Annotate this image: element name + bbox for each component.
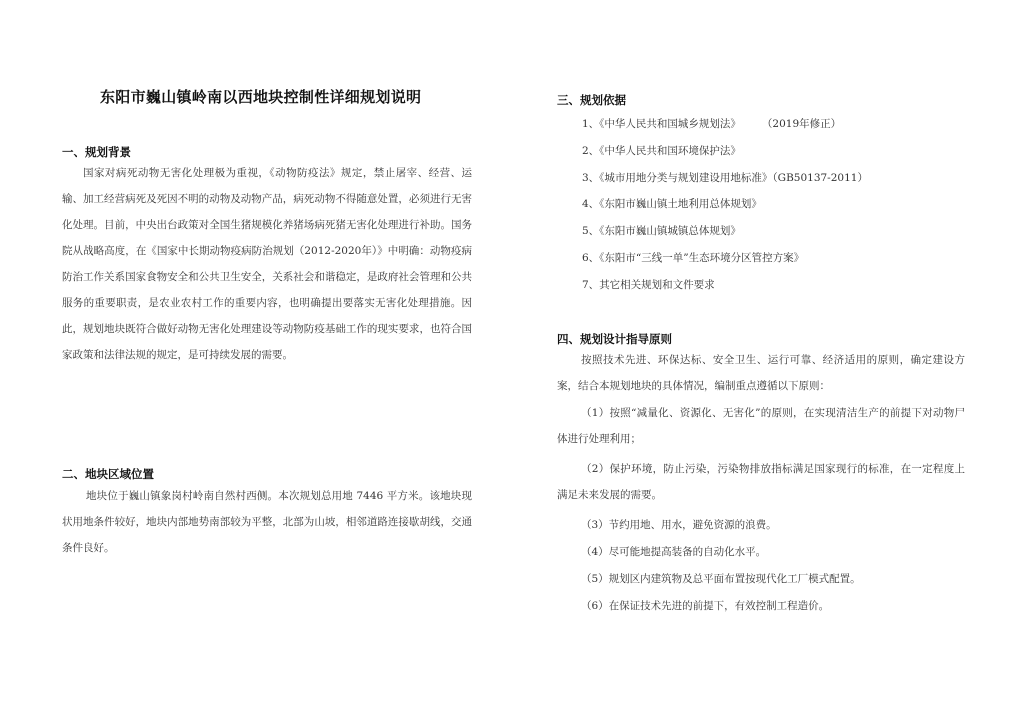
principle-item: （1）按照“减量化、资源化、无害化”的原则，在实现清洁生产的前提下对动物尸体进行处理利用； <box>557 407 965 445</box>
principle-item: （2）保护环境，防止污染，污染物排放指标满足国家现行的标准，在一定程度上满足未来发展的需要。 <box>557 463 965 501</box>
section-background-heading: 一、规划背景 <box>62 145 131 159</box>
basis-item: 3、《城市用地分类与规划建设用地标准》（GB50137-2011） <box>582 172 868 184</box>
basis-item: 2、《中华人民共和国环境保护法》 <box>582 145 741 157</box>
basis-item: 4、《东阳市巍山镇土地利用总体规划》 <box>582 198 762 210</box>
basis-item: 6、《东阳市“三线一单”生态环境分区管控方案》 <box>582 252 805 264</box>
section-location-paragraph: 地块位于巍山镇象岗村岭南自然村西侧。本次规划总用地 7446 平方米。该地块现状用地条件较好，地块内部地势南部较为平整，北部为山坡，相邻道路连接歇胡线，交通条件良好。 <box>62 490 472 554</box>
principle-item: （3）节约用地、用水，避免资源的浪费。 <box>581 519 777 531</box>
section-basis-heading: 三、规划依据 <box>557 93 626 107</box>
section-location-heading: 二、地块区域位置 <box>62 467 154 481</box>
principle-item: （5）规划区内建筑物及总平面布置按现代化工厂模式配置。 <box>581 573 861 585</box>
basis-item: 1、《中华人民共和国城乡规划法》 （2019年修正） <box>582 118 842 130</box>
principle-item: （4）尽可能地提高装备的自动化水平。 <box>581 546 767 558</box>
principles-intro: 按照技术先进、环保达标、安全卫生、运行可靠、经济适用的原则，确定建设方案，结合本规划地块的具体情况，编制重点遵循以下原则： <box>557 354 965 392</box>
page-title: 东阳市巍山镇岭南以西地块控制性详细规划说明 <box>100 88 422 106</box>
section-principles-heading: 四、规划设计指导原则 <box>557 332 672 346</box>
principle-item: （6）在保证技术先进的前提下，有效控制工程造价。 <box>581 600 830 612</box>
basis-item: 7、其它相关规划和文件要求 <box>582 279 715 291</box>
section-background-paragraph: 国家对病死动物无害化处理极为重视，《动物防疫法》规定，禁止屠宰、经营、运输、加工经营病死及死因不明的动物及动物产品，病死动物不得随意处置，必须进行无害化处理。目前，中央出台政策对全国生猪规模化养猪场病死猪无害化处理进行补助。国务院从战略高度，在《国家中长期动物疫病防治规划（2012-2020年）》中明确：动物疫病防治工作关系国家食物安全和公共卫生安全，关系社会和谐稳定，是政府社会管理和公共服务的重要职责，是农业农村工作的重要内容，也明确提出要落实无害化处理措施。因此，规划地块既符合做好动物无害化处理建设等动物防疫基础工作的现实要求，也符合国家政策和法律法规的规定，是可持续发展的需要。 <box>62 167 472 361</box>
basis-item: 5、《东阳市巍山镇城镇总体规划》 <box>582 225 741 237</box>
